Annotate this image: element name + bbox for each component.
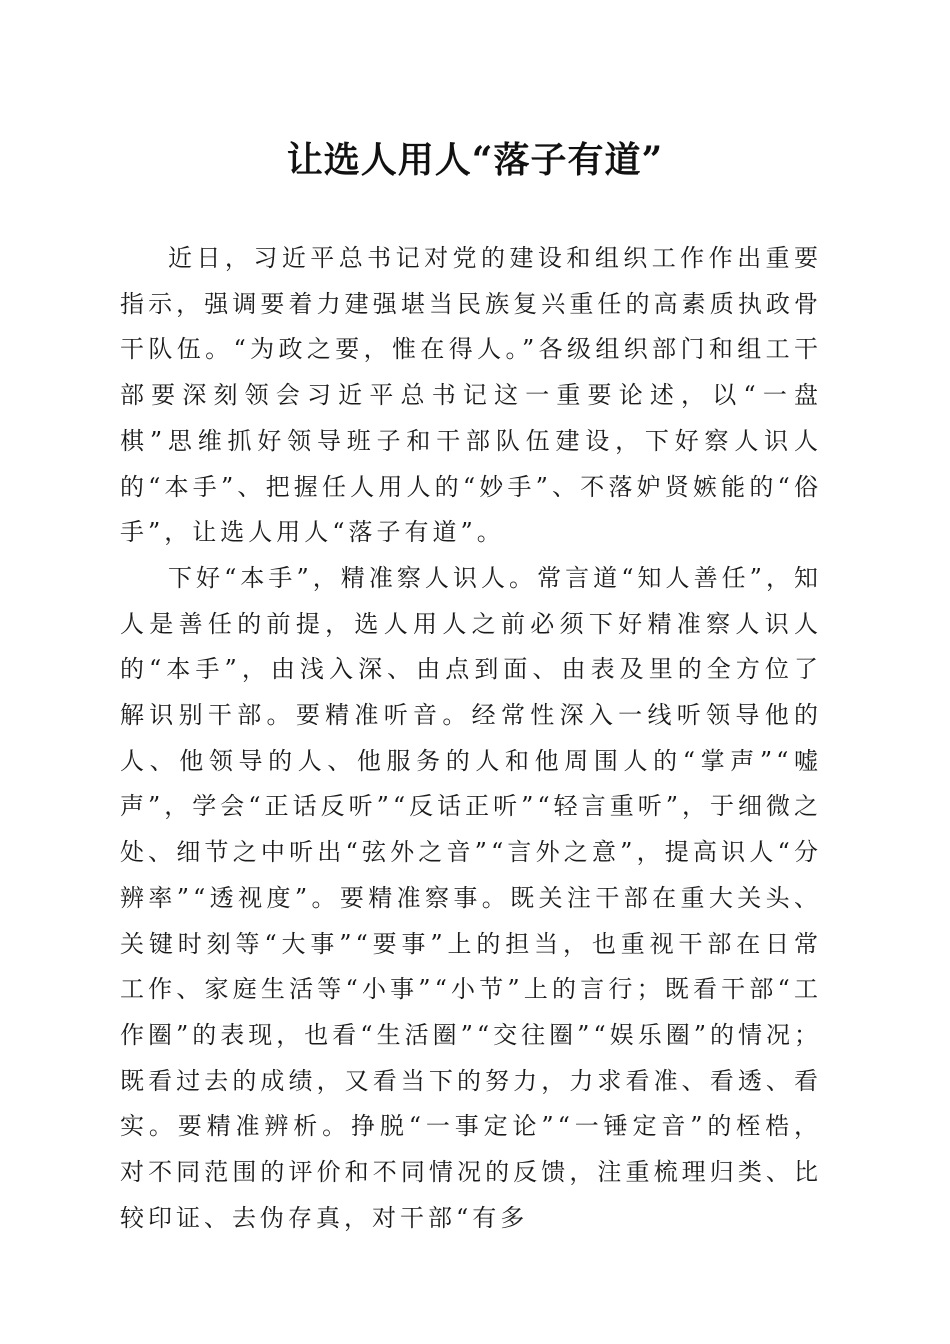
- document-body: [120, 236, 822, 1241]
- document-title: 让选人用人“落子有道”: [286, 139, 664, 181]
- paragraph-1: 近日，习近平总书记对党的建设和组织工作作出重要指示，强调要着力建强堪当民族复兴重任的高素质执政骨干队伍。“为政之要，惟在得人。”各级组织部门和组工干部要深刻领会习近平总书记这一重要论述，以“一盘棋”思维抓好领导班子和干部队伍建设，下好察人识人的“本手”、把握任人用人的“妙手”、不落妒贤嫉能的“俗手”，让选人用人“落子有道”。: [120, 244, 822, 547]
- paragraph-2: 下好“本手”，精准察人识人。常言道“知人善任”，知人是善任的前提，选人用人之前必须下好精准察人识人的“本手”，由浅入深、由点到面、由表及里的全方位了解识别干部。要精准听音。经常性深入一线听领导他的人、他领导的人、他服务的人和他周围人的“掌声”“嘘声”，学会“正话反听”“反话正听”“轻言重听”，于细微之处、细节之中听出“弦外之音”“言外之意”，提高识人“分辨率”“透视度”。要精准察事。既关注干部在重大关头、关键时刻等“大事”“要事”上的担当，也重视干部在日常工作、家庭生活等“小事”“小节”上的言行；既看干部“工作圈”的表现，也看“生活圈”“交往圈”“娱乐圈”的情况；既看过去的成绩，又看当下的努力，力求看准、看透、看实。要精准辨析。挣脱“一事定论”“一锤定音”的桎梏，对不同范围的评价和不同情况的反馈，注重梳理归类、比较印证、去伪存真，对干部“有多: [120, 563, 822, 1232]
